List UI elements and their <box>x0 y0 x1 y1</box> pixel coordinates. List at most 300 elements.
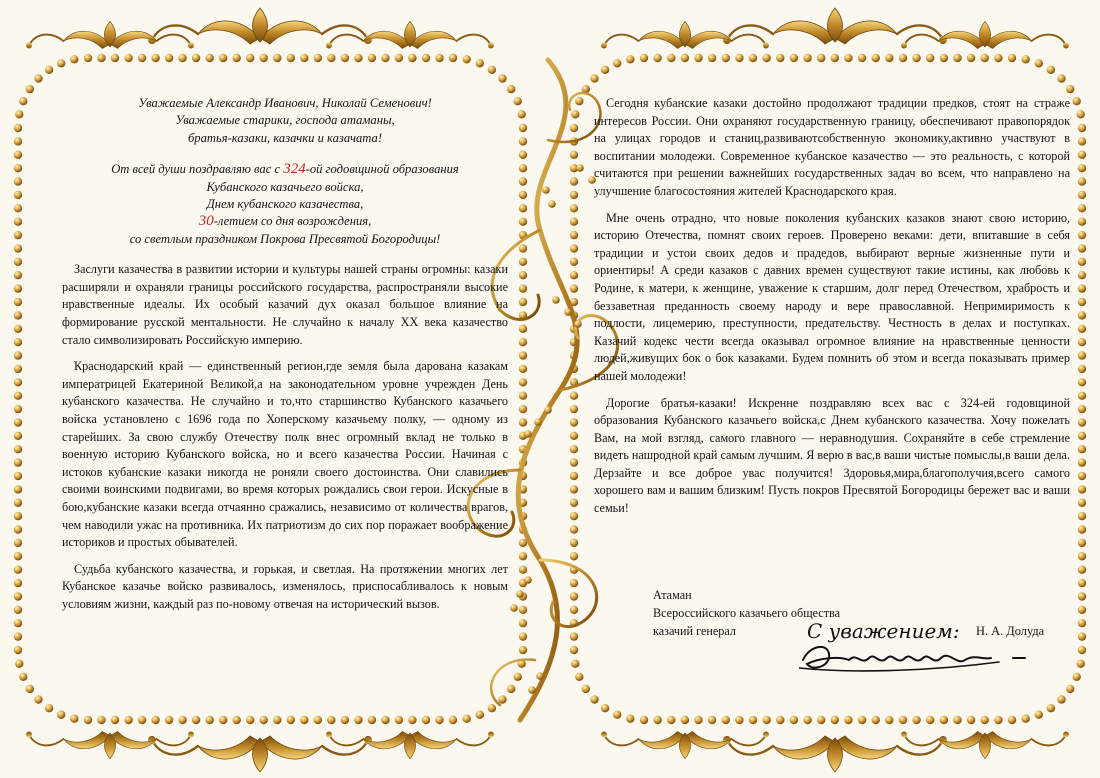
bead <box>601 704 609 712</box>
bead <box>570 485 578 493</box>
bead <box>14 151 22 159</box>
bead <box>1008 54 1016 62</box>
bead <box>260 716 268 724</box>
bead <box>542 186 550 194</box>
bead <box>570 472 578 480</box>
bead <box>519 258 527 266</box>
bead <box>111 54 119 62</box>
bead <box>14 539 22 547</box>
bead <box>314 716 322 724</box>
bead <box>899 54 907 62</box>
bead <box>300 716 308 724</box>
bead <box>519 151 527 159</box>
bead <box>14 499 22 507</box>
bead <box>14 298 22 306</box>
top-right-ornament <box>601 8 1069 49</box>
bead <box>570 218 578 226</box>
bead <box>14 191 22 199</box>
bead <box>885 54 893 62</box>
bead <box>178 54 186 62</box>
bead <box>803 54 811 62</box>
bead <box>341 716 349 724</box>
bead <box>519 204 527 212</box>
bead <box>422 54 430 62</box>
bead <box>273 54 281 62</box>
bead <box>26 685 34 693</box>
bead <box>776 54 784 62</box>
bead <box>570 392 578 400</box>
bead <box>722 54 730 62</box>
bead <box>14 432 22 440</box>
bead <box>570 606 578 614</box>
signature-title: Атаман <box>653 588 692 602</box>
bead <box>97 54 105 62</box>
bead <box>219 716 227 724</box>
bead <box>165 716 173 724</box>
bead <box>1078 566 1086 574</box>
bead <box>1078 445 1086 453</box>
bead <box>1078 284 1086 292</box>
bead <box>507 685 515 693</box>
bead <box>653 54 661 62</box>
bead <box>776 716 784 724</box>
bead <box>1078 365 1086 373</box>
bead <box>590 695 598 703</box>
bead <box>570 646 578 654</box>
bead <box>498 695 506 703</box>
bead <box>165 54 173 62</box>
bead <box>1078 539 1086 547</box>
bead <box>1078 231 1086 239</box>
bead <box>381 716 389 724</box>
bead <box>518 110 526 118</box>
bead <box>1078 579 1086 587</box>
bead <box>722 716 730 724</box>
bead <box>15 110 23 118</box>
bead <box>613 59 621 67</box>
bead <box>14 338 22 346</box>
bead <box>749 716 757 724</box>
bead <box>14 646 22 654</box>
congrats-line <box>62 213 508 230</box>
bead <box>981 54 989 62</box>
bead <box>844 716 852 724</box>
bead <box>19 97 27 105</box>
bead <box>570 592 578 600</box>
congrats-text: -летием со дня возрождения, <box>213 214 372 229</box>
bead <box>640 54 648 62</box>
bead <box>694 54 702 62</box>
bead <box>192 54 200 62</box>
bead <box>14 325 22 333</box>
bead <box>570 258 578 266</box>
bead <box>514 673 522 681</box>
greeting-block <box>62 95 508 248</box>
bead <box>1078 525 1086 533</box>
bead <box>885 716 893 724</box>
bead <box>817 54 825 62</box>
bead <box>570 458 578 466</box>
bead <box>570 432 578 440</box>
bead <box>681 716 689 724</box>
greeting-line: братья-казаки, казачки и казачата! <box>187 130 383 145</box>
bead <box>14 418 22 426</box>
bead <box>831 716 839 724</box>
paragraph: Заслуги казачества в развитии истории и культуры нашей страны огромны: казаки расширяли и охраняли границы российского государства, распространяли высокие нравственные идеалы. Их особый казачий дух оказал большое влияние на формирование русской ментальности. Не случайно к началу XX века казачество стало символизировать Российскую империю. <box>62 262 508 347</box>
bead <box>246 716 254 724</box>
bead <box>1078 606 1086 614</box>
bead <box>246 54 254 62</box>
bottom-right-ornament <box>601 732 1069 773</box>
bead <box>519 284 527 292</box>
bead <box>14 164 22 172</box>
bead <box>1047 704 1055 712</box>
bead <box>994 54 1002 62</box>
bead <box>926 716 934 724</box>
bead <box>667 716 675 724</box>
bead <box>653 716 661 724</box>
bead <box>519 137 527 145</box>
bead <box>519 365 527 373</box>
bead <box>1035 711 1043 719</box>
bead <box>287 716 295 724</box>
bead <box>534 418 542 426</box>
bottom-left-ornament <box>26 732 494 773</box>
bead <box>14 458 22 466</box>
bead <box>395 54 403 62</box>
bead <box>570 579 578 587</box>
bead <box>519 325 527 333</box>
greeting-line: Уважаемые старики, господа атаманы, <box>175 113 395 128</box>
bead <box>574 320 582 328</box>
bead <box>681 54 689 62</box>
right-page-text <box>594 95 1070 527</box>
bead <box>14 392 22 400</box>
bead <box>1078 338 1086 346</box>
bead <box>940 716 948 724</box>
bead <box>14 231 22 239</box>
bead <box>1077 660 1085 668</box>
bead <box>940 54 948 62</box>
bead <box>124 716 132 724</box>
bead <box>519 177 527 185</box>
bead <box>564 308 572 316</box>
bead <box>570 124 578 132</box>
bead <box>844 54 852 62</box>
paragraph: Судьба кубанского казачества, и горькая, и светлая. На протяжении многих лет Кубанское казачье войско развивалось, изменялось, приспосабливалось к новым условиям жизни, каждый раз по-новому отвечая на исторический вызов. <box>62 561 508 611</box>
bead <box>519 392 527 400</box>
bead <box>1078 432 1086 440</box>
bead <box>19 673 27 681</box>
paragraph: Сегодня кубанские казаки достойно продолжают традиции предков, стоят на страже интересов России. Они охраняют государственную границу, обеспечивают правопорядок на улицах городов и станиц,развиваютсобственную экономику,активно участвуют в воспитании молодежи. Современное кубанское казачество — это реальность, с которой считаются при решении важнейших государственных задач во всем, что направлено на улучшение благосостояния жителей Краснодарского края. <box>594 96 1070 198</box>
bead <box>488 704 496 712</box>
bead <box>1047 66 1055 74</box>
bead <box>14 351 22 359</box>
bead <box>14 445 22 453</box>
bead <box>912 716 920 724</box>
bead <box>570 204 578 212</box>
bead <box>287 54 295 62</box>
bead <box>570 499 578 507</box>
bead <box>1078 619 1086 627</box>
bead <box>519 539 527 547</box>
bead <box>519 418 527 426</box>
bead <box>790 716 798 724</box>
bead <box>544 406 552 414</box>
bead <box>519 124 527 132</box>
bead <box>14 311 22 319</box>
bead <box>14 592 22 600</box>
bead <box>570 512 578 520</box>
bead <box>368 54 376 62</box>
bead <box>1021 55 1029 63</box>
bead <box>1008 716 1016 724</box>
bead <box>233 716 241 724</box>
bead <box>858 54 866 62</box>
bead <box>1078 124 1086 132</box>
bead <box>34 74 42 82</box>
bead <box>1078 378 1086 386</box>
bead <box>953 54 961 62</box>
bead <box>233 54 241 62</box>
bead <box>519 351 527 359</box>
bead <box>14 552 22 560</box>
handwritten-signature <box>799 616 1069 676</box>
bead <box>45 704 53 712</box>
bead <box>519 338 527 346</box>
bead <box>519 244 527 252</box>
bead <box>570 405 578 413</box>
bead <box>14 606 22 614</box>
bead <box>1078 218 1086 226</box>
bead <box>14 485 22 493</box>
bead <box>570 445 578 453</box>
congrats-line: Кубанского казачьего войска, <box>206 179 364 194</box>
bead <box>124 54 132 62</box>
bead <box>15 660 23 668</box>
bead <box>368 716 376 724</box>
bead <box>1078 151 1086 159</box>
anniversary-number: 324 <box>283 161 306 178</box>
bead <box>570 525 578 533</box>
bead <box>1078 351 1086 359</box>
bead <box>872 54 880 62</box>
bead <box>570 191 578 199</box>
bead <box>327 716 335 724</box>
bead <box>519 164 527 172</box>
bead <box>14 177 22 185</box>
bead <box>570 177 578 185</box>
bead <box>590 74 598 82</box>
bead <box>1078 392 1086 400</box>
bead <box>613 711 621 719</box>
bead <box>14 218 22 226</box>
bead <box>435 716 443 724</box>
bead <box>570 244 578 252</box>
bead <box>1035 59 1043 67</box>
bead <box>84 716 92 724</box>
bead <box>1078 472 1086 480</box>
bead <box>519 632 527 640</box>
bead <box>601 66 609 74</box>
bead <box>476 711 484 719</box>
bead <box>70 55 78 63</box>
bead <box>435 54 443 62</box>
bead <box>206 716 214 724</box>
bead <box>14 525 22 533</box>
bead <box>981 716 989 724</box>
bead <box>498 74 506 82</box>
bead <box>449 54 457 62</box>
bead <box>899 716 907 724</box>
bead <box>524 430 532 438</box>
bead <box>858 716 866 724</box>
bead <box>1078 244 1086 252</box>
bead <box>817 716 825 724</box>
bead <box>45 66 53 74</box>
bead <box>519 619 527 627</box>
bead <box>872 716 880 724</box>
signer-name: Н. А. Долуда <box>976 624 1045 638</box>
bead <box>570 632 578 640</box>
bead <box>449 716 457 724</box>
bead <box>708 54 716 62</box>
bead <box>926 54 934 62</box>
bead <box>1078 552 1086 560</box>
congrats-line: Днем кубанского казачества, <box>206 197 364 212</box>
bead <box>994 716 1002 724</box>
revival-years-number: 30 <box>198 213 214 230</box>
bead <box>14 566 22 574</box>
bead <box>408 54 416 62</box>
bead <box>354 716 362 724</box>
bead <box>1078 258 1086 266</box>
bead <box>514 97 522 105</box>
bead <box>570 552 578 560</box>
bead <box>519 646 527 654</box>
bead <box>219 54 227 62</box>
bead <box>640 716 648 724</box>
bead <box>749 54 757 62</box>
bead <box>1078 646 1086 654</box>
bead <box>1078 325 1086 333</box>
bead <box>97 716 105 724</box>
bead <box>1078 512 1086 520</box>
bead <box>14 365 22 373</box>
bead <box>582 685 590 693</box>
bead <box>1057 74 1065 82</box>
bead <box>524 576 532 584</box>
bead <box>735 54 743 62</box>
bead <box>422 716 430 724</box>
bead <box>831 54 839 62</box>
bead <box>967 716 975 724</box>
signature-title: Всероссийского казачьего общества <box>653 606 841 620</box>
bead <box>1078 458 1086 466</box>
bead <box>519 405 527 413</box>
bead <box>1078 418 1086 426</box>
bead <box>260 54 268 62</box>
bead <box>1073 97 1081 105</box>
bead <box>708 716 716 724</box>
bead <box>667 54 675 62</box>
bead <box>151 54 159 62</box>
bead <box>1077 110 1085 118</box>
congrats-text: -ой годовщиной образования <box>305 162 459 177</box>
bead <box>14 244 22 252</box>
bead <box>570 151 578 159</box>
signature-title: казачий генерал <box>653 624 736 638</box>
bead <box>519 566 527 574</box>
paragraph: Краснодарский край — единственный регион,где земля была дарована казакам императрицей Екатериной Великой,а на законодательном уровне учрежден День кубанского казачества. Не случайно и то,что старшинство Кубанского казачьего войска установлено с 1696 года по Хоперскому казачьему полку, — одному из старейших. За свою службу Отечеству полк внес огромный вклад не только в военную историю Кубанского войска, но и всего казачества России. Начиная с истоков кубанские казаки никогда не роняли своего достоинства. Они славились своими воинскими подвигами, во время которых рождались свои герои. Искусные в бою,кубанские казаки всегда отчаянно сражались, независимо от количества врагов, чем наводили ужас на противника. Их патриотизм до сих пор поражает воображение историков и простых обывателей. <box>62 359 508 550</box>
bead <box>314 54 322 62</box>
congrats-text: От всей души поздравляю вас с <box>111 162 284 177</box>
bead <box>519 378 527 386</box>
bead <box>463 715 471 723</box>
bead <box>519 298 527 306</box>
bead <box>327 54 335 62</box>
bead <box>1078 485 1086 493</box>
bead <box>1021 715 1029 723</box>
bead <box>1057 695 1065 703</box>
paragraph: Мне очень отрадно, что новые поколения кубанских казаков знают свою историю, историю Отечества, помнят своих героев. Проверено веками: дети, впитавшие в себя традиции и устои своих дедов и прадедов, выбирают верные жизненные пути и ориентиры! А среди казаков с давних времен существуют такие истины, как любовь к Родине, к матери, к женщине, уважение к старшим, долг перед Отечеством, храбрость и беззаветная преданность своему народу и вере православной. Непримиримость к подлости, лицемерию, преступности, предательству. Честность в делах и поступках. Казачий кодекс чести всегда оказывал огромное влияние на нравственные ценности людей,живущих бок о бок казаками. Будем помнить об этом и всегда показывать пример нашей молодежи! <box>594 210 1070 383</box>
bead <box>341 54 349 62</box>
bead <box>206 54 214 62</box>
bead <box>463 55 471 63</box>
bead <box>151 716 159 724</box>
bead <box>510 604 518 612</box>
bead <box>790 54 798 62</box>
bead <box>1078 499 1086 507</box>
bead <box>1078 311 1086 319</box>
bead <box>408 716 416 724</box>
bead <box>26 85 34 93</box>
bead <box>803 716 811 724</box>
bead <box>953 716 961 724</box>
bead <box>381 54 389 62</box>
bead <box>519 606 527 614</box>
left-page-text <box>62 95 508 623</box>
bead <box>1066 85 1074 93</box>
bead <box>57 711 65 719</box>
bead <box>14 579 22 587</box>
bead <box>571 110 579 118</box>
bead <box>519 218 527 226</box>
bead <box>138 54 146 62</box>
bead <box>34 695 42 703</box>
bead <box>84 54 92 62</box>
bead <box>476 59 484 67</box>
bead <box>552 296 560 304</box>
bead <box>519 271 527 279</box>
bead <box>1078 177 1086 185</box>
signature-block <box>653 586 1073 686</box>
bead <box>528 686 536 694</box>
bead <box>626 715 634 723</box>
bead <box>912 54 920 62</box>
bead <box>14 632 22 640</box>
bead <box>575 97 583 105</box>
bead <box>570 271 578 279</box>
bead <box>536 672 544 680</box>
bead <box>570 231 578 239</box>
bead <box>570 418 578 426</box>
bead <box>967 54 975 62</box>
congrats-line <box>62 161 508 178</box>
bead <box>14 405 22 413</box>
paragraph: Дорогие братья-казаки! Искренне поздравляю всех вас с 324-ей годовщиной образования Кубанского казачьего войска,с Днем кубанского казачества. Хочу пожелать Вам, на мой взгляд, самого главного — неравнодушия. Сохраняйте в себе стремление видеть нашродной край самым лучшим. Я верю в вас,в ваши чистые помыслы,в ваши дела. Дерзайте и все доброе увас получится! Здоровья,мира,благополучия,всего самого хорошего вам и вашим близким! Пусть покров Пресвятой Богородицы бережет вас и ваши семьи! <box>594 395 1070 516</box>
bead <box>626 55 634 63</box>
